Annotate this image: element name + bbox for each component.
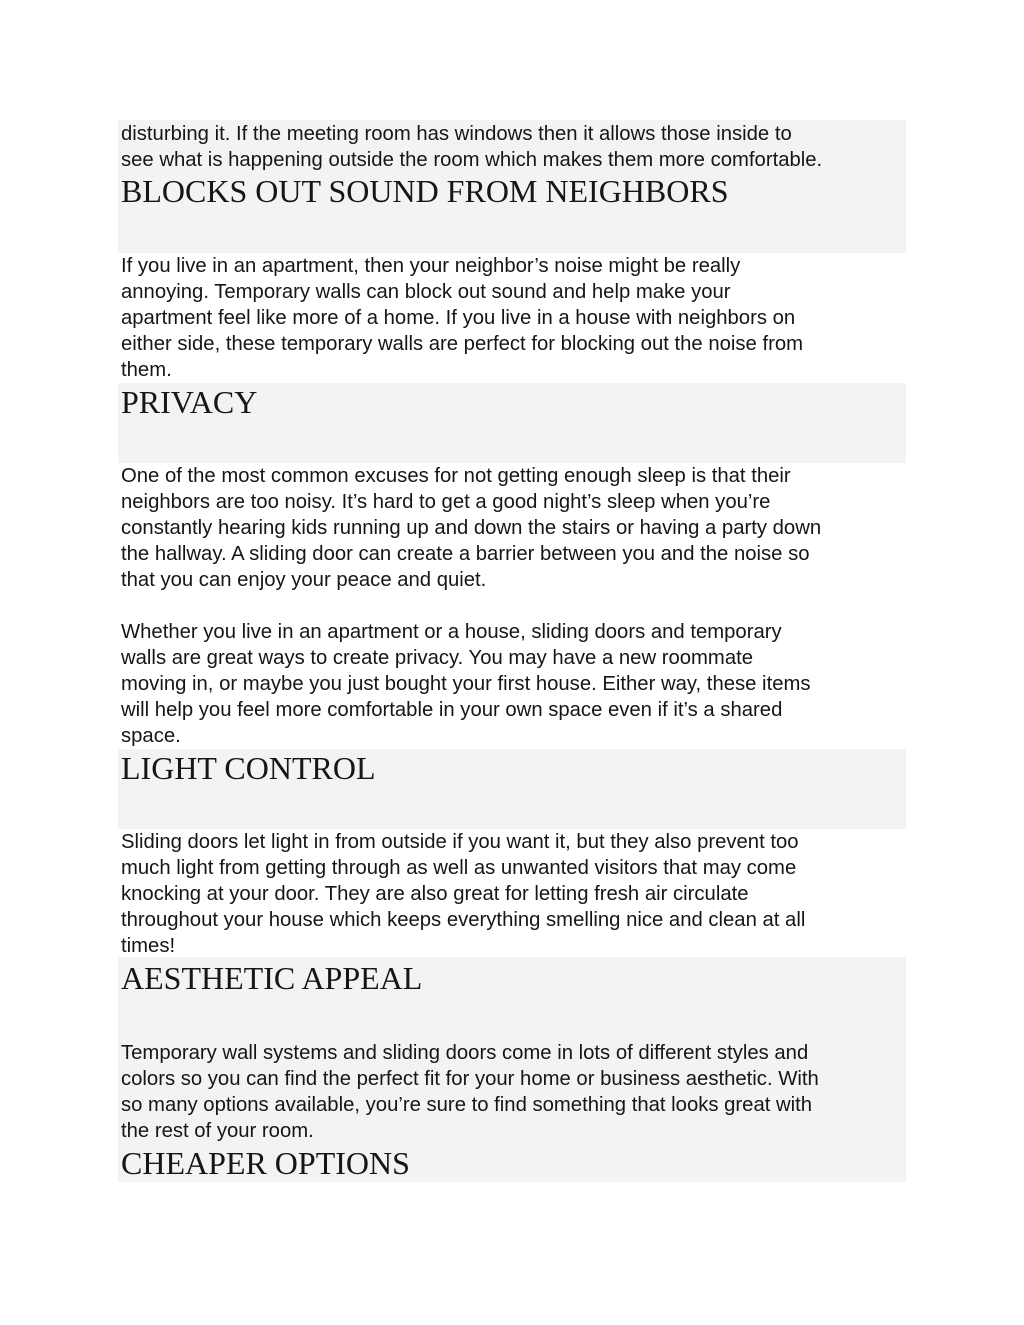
heading-cheaper-options: CHEAPER OPTIONS: [121, 1145, 410, 1181]
intro-paragraph: disturbing it. If the meeting room has windows then it allows those inside to see what is happening outside the room which makes them more comfortable.: [121, 123, 823, 171]
heading-blocks-out-sound: BLOCKS OUT SOUND FROM NEIGHBORS: [121, 173, 729, 209]
paragraph-privacy-2: Whether you live in an apartment or a house, sliding doors and temporary walls are great ways to create privacy. You may have a new roommate moving in, or maybe you just bought your first house. Either way, these items will help you feel more comfortable in your own space even if it’s a shared space.: [121, 621, 811, 747]
heading-aesthetic-appeal: AESTHETIC APPEAL: [121, 960, 423, 996]
paragraph-privacy-1: One of the most common excuses for not getting enough sleep is that their neighbors are too noisy. It’s hard to get a good night’s sleep when you’re constantly hearing kids running up and down the stairs or having a party down the hallway. A sliding door can create a barrier between you and the noise so that you can enjoy your peace and quiet.: [121, 465, 822, 591]
paragraph-light-control: Sliding doors let light in from outside if you want it, but they also prevent too much light from getting through as well as unwanted visitors that may come knocking at your door. They are also great for letting fresh air circulate throughout your house which keeps everything smelling nice and clean at all times!: [121, 831, 806, 957]
heading-light-control: LIGHT CONTROL: [121, 750, 376, 786]
paragraph-blocks-out-sound: If you live in an apartment, then your neighbor’s noise might be really annoying. Temporary walls can block out sound and help make your apartment feel like more of a home. If you live in a house with neighbors on either side, these temporary walls are perfect for blocking out the noise from them.: [121, 255, 804, 381]
paragraph-aesthetic-appeal: Temporary wall systems and sliding doors come in lots of different styles and colors so you can find the perfect fit for your home or business aesthetic. With so many options available, you’re sure to find something that looks great with the rest of your room.: [121, 1042, 819, 1142]
heading-privacy: PRIVACY: [121, 384, 258, 420]
